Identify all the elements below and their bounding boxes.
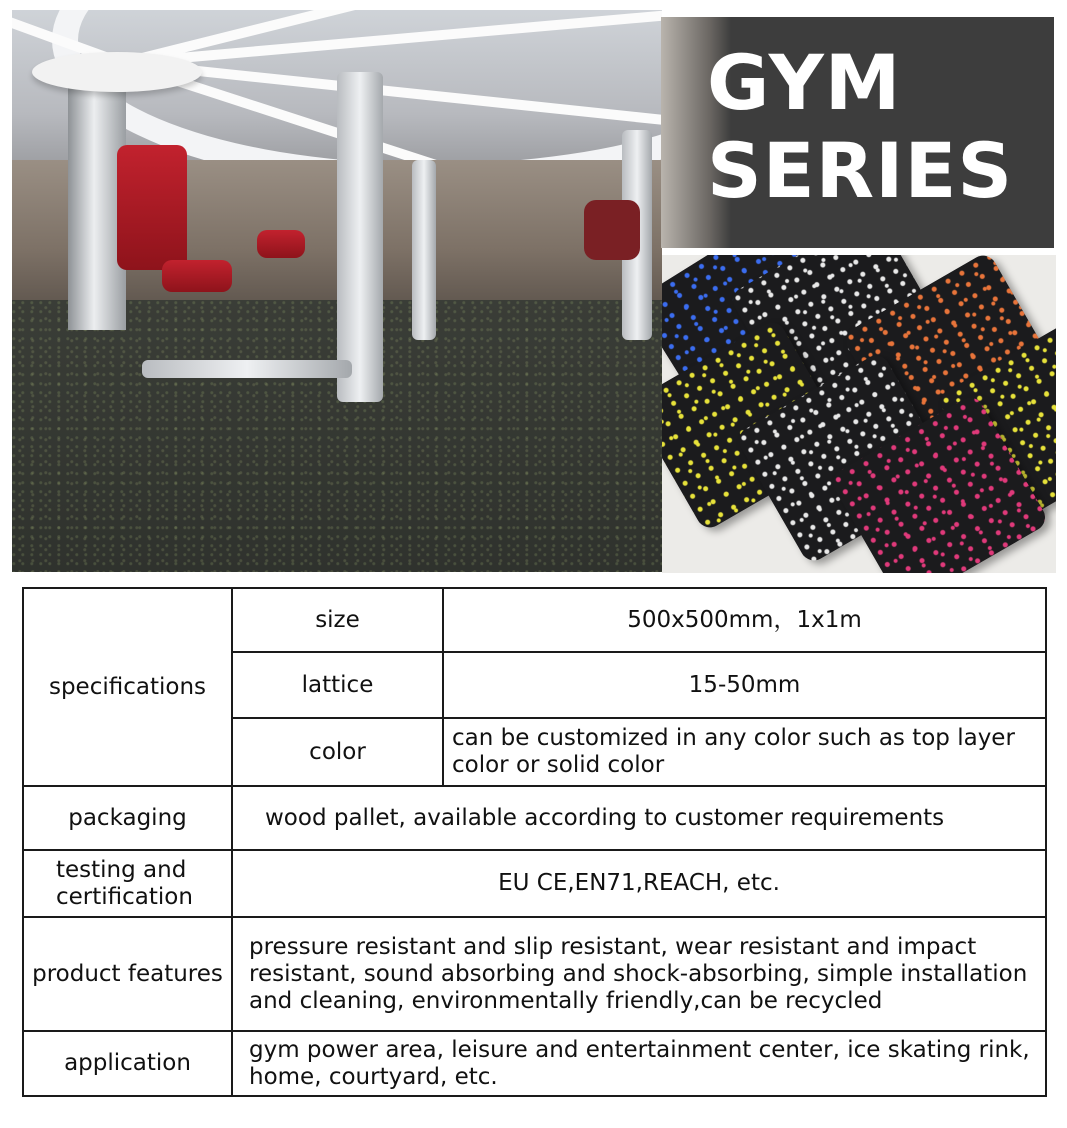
packaging-value: wood pallet, available according to customer requirements <box>232 786 1046 850</box>
application-value: gym power area, leisure and entertainment center, ice skating rink, home, courtyard, etc. <box>232 1031 1046 1096</box>
specifications-label: specifications <box>23 588 232 786</box>
machine-upright <box>412 160 436 340</box>
table-row <box>23 1031 1046 1096</box>
series-title <box>707 39 1013 215</box>
machine-seat <box>162 260 232 292</box>
series-title-box <box>661 17 1054 248</box>
column-disc <box>32 52 202 92</box>
title-line-1: GYM <box>707 38 902 127</box>
machine-pad <box>257 230 305 258</box>
gym-interior-photo <box>12 10 662 572</box>
testing-value: EU CE,EN71,REACH, etc. <box>232 850 1046 917</box>
tile-samples-photo <box>662 255 1056 573</box>
spec-name-size: size <box>232 588 443 652</box>
title-line-2: SERIES <box>707 126 1014 215</box>
packaging-label: packaging <box>23 786 232 850</box>
machine-base <box>142 360 352 378</box>
machine-upright <box>337 72 383 402</box>
spec-name-lattice: lattice <box>232 652 443 718</box>
spec-value-lattice: 15-50mm <box>443 652 1046 718</box>
table-row <box>23 588 1046 652</box>
table-row <box>23 850 1046 917</box>
specification-table <box>22 587 1047 1097</box>
spec-value-color: can be customized in any color such as top layer color or solid color <box>443 718 1046 786</box>
features-label: product features <box>23 917 232 1031</box>
machine-seat-back <box>117 145 187 270</box>
spec-name-color: color <box>232 718 443 786</box>
table-row <box>23 786 1046 850</box>
application-label: application <box>23 1031 232 1096</box>
features-value: pressure resistant and slip resistant, wear resistant and impact resistant, sound absorbing and shock-absorbing, simple installation and cleaning, environmentally friendly,can be recycled <box>232 917 1046 1031</box>
table-row <box>23 917 1046 1031</box>
spec-value-size: 500x500mm，1x1m <box>443 588 1046 652</box>
person-training <box>584 200 640 260</box>
testing-label: testing and certification <box>23 850 232 917</box>
